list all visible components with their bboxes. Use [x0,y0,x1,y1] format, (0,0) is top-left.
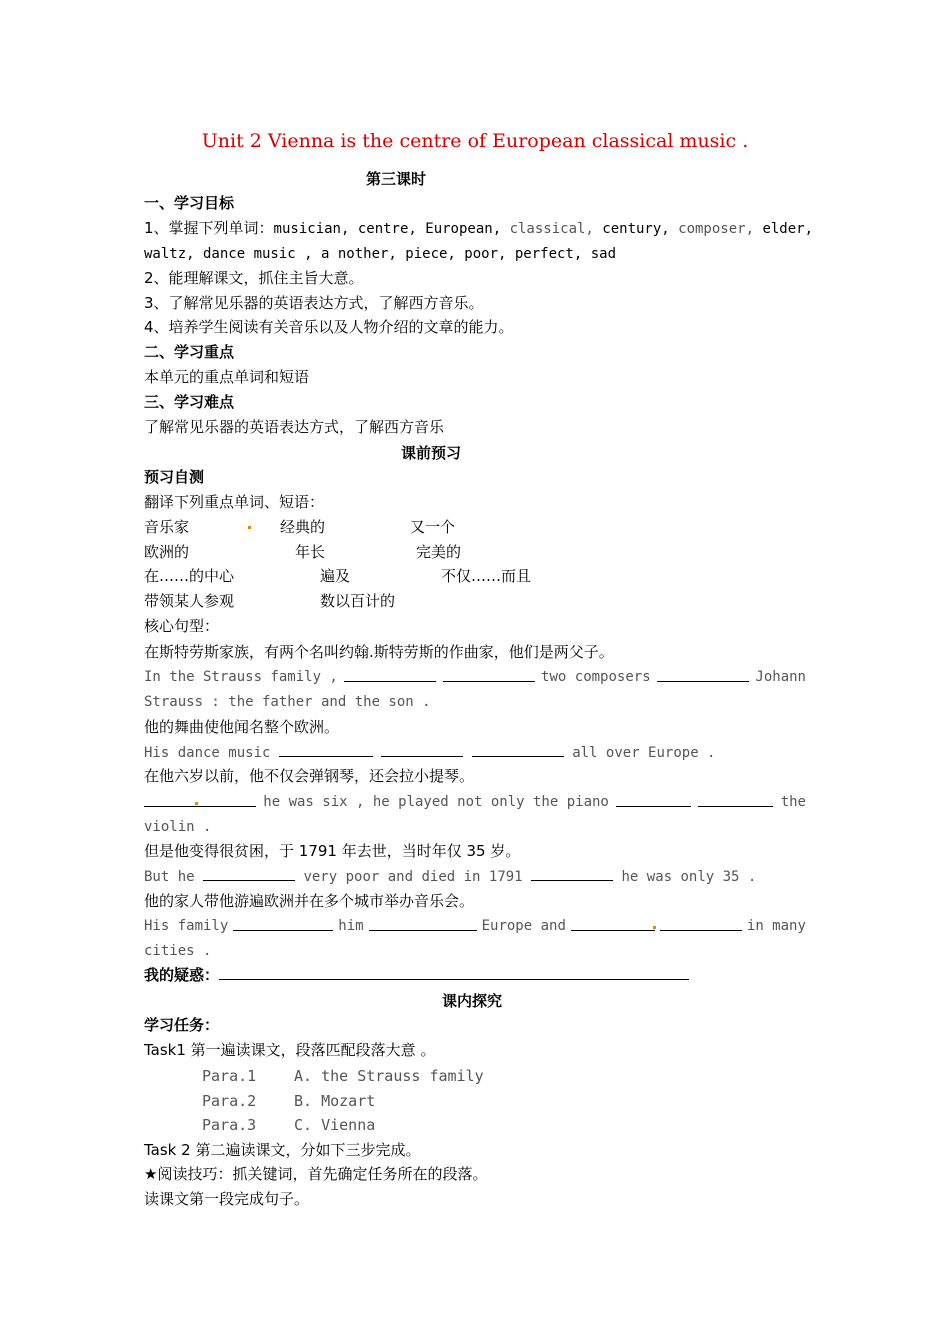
reading-tip: ★阅读技巧：抓关键词，首先确定任务所在的段落。 [144,1165,488,1183]
goal-2: 2、能理解课文，抓住主旨大意。 [144,269,364,287]
blank[interactable] [344,667,436,682]
sentence-2-english: His dance music all over Europe . [144,742,715,763]
blank[interactable] [571,916,655,931]
para-label: Para.3 [202,1116,257,1134]
blank[interactable] [233,916,333,931]
para-option: C. Vienna [294,1116,376,1134]
section-heading-goals: 一、学习目标 [144,194,235,212]
vocab-item: 数以百计的 [320,592,396,610]
sentence-1-chinese: 在斯特劳斯家族，有两个名叫约翰.斯特劳斯的作曲家，他们是两父子。 [144,643,614,661]
goal-1-line2: waltz, dance music , a nother, piece, poor, perfect, sad [144,246,617,262]
preview-heading: 课前预习 [401,444,462,462]
para-option: B. Mozart [294,1092,376,1110]
blank[interactable] [144,792,256,807]
sentence-1-english-line2: Strauss : the father and the son . [144,694,431,710]
goal-1 [144,218,813,239]
my-doubts: 我的疑惑： [144,965,689,985]
goal-1-composer: composer, [678,221,763,237]
preview-instruction: 翻译下列重点单词、短语： [144,493,325,511]
core-sentences-label: 核心句型： [144,617,220,635]
blank[interactable] [381,742,463,757]
blank[interactable] [472,742,564,757]
goal-1-classical: classical, [509,221,603,237]
vocab-item: 经典的 [280,518,326,536]
sentence-2-chinese: 他的舞曲使他闻名整个欧洲。 [144,718,340,736]
blank[interactable] [279,742,373,757]
preview-subheading: 预习自测 [144,468,205,486]
goal-4: 4、培养学生阅读有关音乐以及人物介绍的文章的能力。 [144,318,514,336]
page-title: Unit 2 Vienna is the centre of European classical music . [201,130,749,152]
goal-1-prefix: 1、掌握下列单词： [144,219,274,237]
sentence-3-english: he was six , he played not only the piano the [144,792,806,812]
vocab-item: 年长 [295,543,326,561]
blank[interactable] [657,667,749,682]
sentence-3-english-line2: violin . [144,819,212,835]
vocab-item: 欧洲的 [144,543,190,561]
blank[interactable] [616,792,691,807]
task-1: Task1 第一遍读课文，段落匹配段落大意 。 [144,1041,436,1059]
goal-1-elder: elder, [762,221,814,237]
vocab-item: 在……的中心 [144,567,235,585]
task-2: Task 2 第二遍读课文，分如下三步完成。 [144,1141,421,1159]
sentence-3-chinese: 在他六岁以前，他不仅会弹钢琴，还会拉小提琴。 [144,767,475,785]
goal-3: 3、了解常见乐器的英语表达方式，了解西方音乐。 [144,294,484,312]
sentence-5-english: His family him Europe and in many [144,918,806,934]
vocab-item: 完美的 [416,543,462,561]
goal-1-words: musician, centre, European, [273,221,510,237]
blank[interactable] [698,792,773,807]
doubts-line[interactable] [219,965,689,980]
para-option: A. the Strauss family [294,1067,484,1085]
blank[interactable] [203,866,295,881]
explore-heading: 课内探究 [442,992,503,1010]
para-label: Para.2 [202,1092,257,1110]
goal-1-century: century, [602,221,679,237]
vocab-item: 不仅……而且 [441,567,532,585]
sentence-1-english: In the Strauss family , two composers Johann [144,669,806,685]
vocab-item: 音乐家 [144,518,190,536]
vocab-item: 又一个 [410,518,456,536]
blank[interactable] [369,916,477,931]
sentence-4-english: But he very poor and died in 1791 he was only 35 . [144,866,756,887]
section-heading-focus: 二、学习重点 [144,343,235,361]
blank[interactable] [531,866,613,881]
read-para-1: 读课文第一段完成句子。 [144,1190,310,1208]
vocab-item: 遍及 [320,567,351,585]
explore-subheading: 学习任务： [144,1016,220,1034]
lesson-label: 第三课时 [366,170,427,188]
focus-text: 本单元的重点单词和短语 [144,368,310,386]
vocab-item: 带领某人参观 [144,592,235,610]
blank[interactable] [443,667,535,682]
sentence-5-english-line2: cities . [144,943,212,959]
sentence-5-chinese: 他的家人带他游遍欧洲并在多个城市举办音乐会。 [144,892,475,910]
blank[interactable] [660,916,742,931]
sentence-4-chinese: 但是他变得很贫困，于 1791 年去世，当时年仅 35 岁。 [144,842,521,860]
section-heading-difficulty: 三、学习难点 [144,393,235,411]
difficulty-text: 了解常见乐器的英语表达方式，了解西方音乐 [144,418,445,436]
vocab-dot [246,517,253,537]
para-label: Para.1 [202,1067,257,1085]
